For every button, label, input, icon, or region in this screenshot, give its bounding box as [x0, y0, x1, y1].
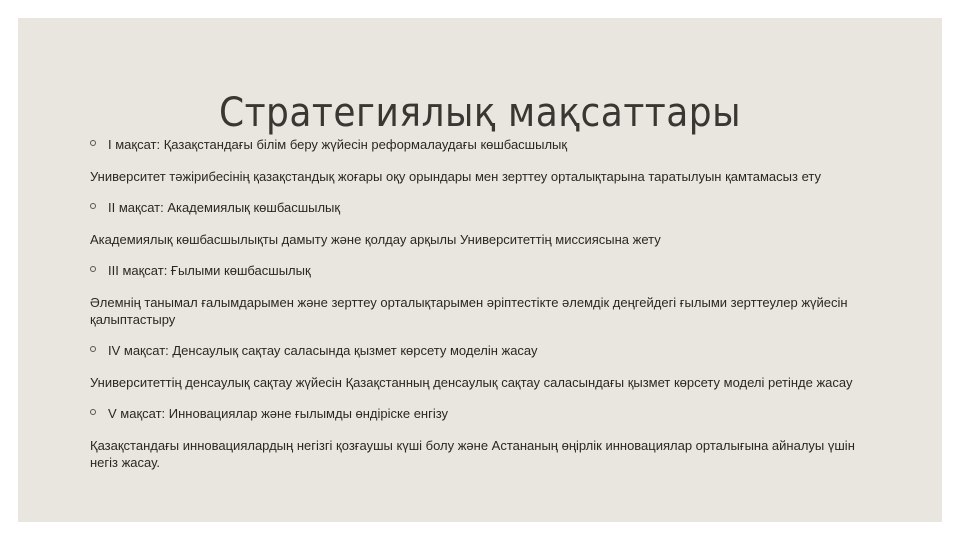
goal-description-text: Қазақстандағы инновациялардың негізгі қозғаушы күші болу және Астананың өңірлік инновациялар орталығына айналуы үшін негіз жасау.: [90, 438, 855, 470]
circle-bullet-icon: [90, 346, 96, 352]
goal-description-text: Академиялық көшбасшылықты дамыту және қолдау арқылы Университеттің миссиясына жету: [90, 232, 661, 247]
goal-item: [90, 199, 880, 216]
goal-description: [90, 168, 880, 185]
goal-description-text: Университет тәжірибесінің қазақстандық жоғары оқу орындары мен зерттеу орталықтарына таратылуын қамтамасыз ету: [90, 169, 821, 184]
slide-title: Стратегиялық мақсаттары: [218, 90, 742, 136]
circle-bullet-icon: [90, 140, 96, 146]
goals-list: [90, 136, 880, 485]
goal-description-text: Әлемнің танымал ғалымдарымен және зерттеу орталықтарымен әріптестікте әлемдік деңгейдегі ғылыми зерттеулер жүйесін қалыптастыру: [90, 295, 848, 327]
goal-description: [90, 437, 880, 471]
goal-item: [90, 262, 880, 279]
goal-item: [90, 405, 880, 422]
goal-item: [90, 342, 880, 359]
goal-heading: III мақсат: Ғылыми көшбасшылық: [108, 263, 311, 278]
goal-description: [90, 294, 880, 328]
slide-canvas: [18, 18, 942, 522]
goal-heading: IV мақсат: Денсаулық сақтау саласында қызмет көрсету моделін жасау: [108, 343, 538, 358]
goal-heading: II мақсат: Академиялық көшбасшылық: [108, 200, 341, 215]
goal-description: [90, 374, 880, 391]
goal-description-text: Университеттің денсаулық сақтау жүйесін Қазақстанның денсаулық сақтау саласындағы қызмет көрсету моделі ретінде жасау: [90, 375, 853, 390]
circle-bullet-icon: [90, 266, 96, 272]
circle-bullet-icon: [90, 203, 96, 209]
goal-heading: V мақсат: Инновациялар және ғылымды өндіріске енгізу: [108, 406, 449, 421]
circle-bullet-icon: [90, 409, 96, 415]
goal-heading: I мақсат: Қазақстандағы білім беру жүйесін реформалаудағы көшбасшылық: [108, 137, 568, 152]
goal-description: [90, 231, 880, 248]
goal-item: [90, 136, 880, 153]
